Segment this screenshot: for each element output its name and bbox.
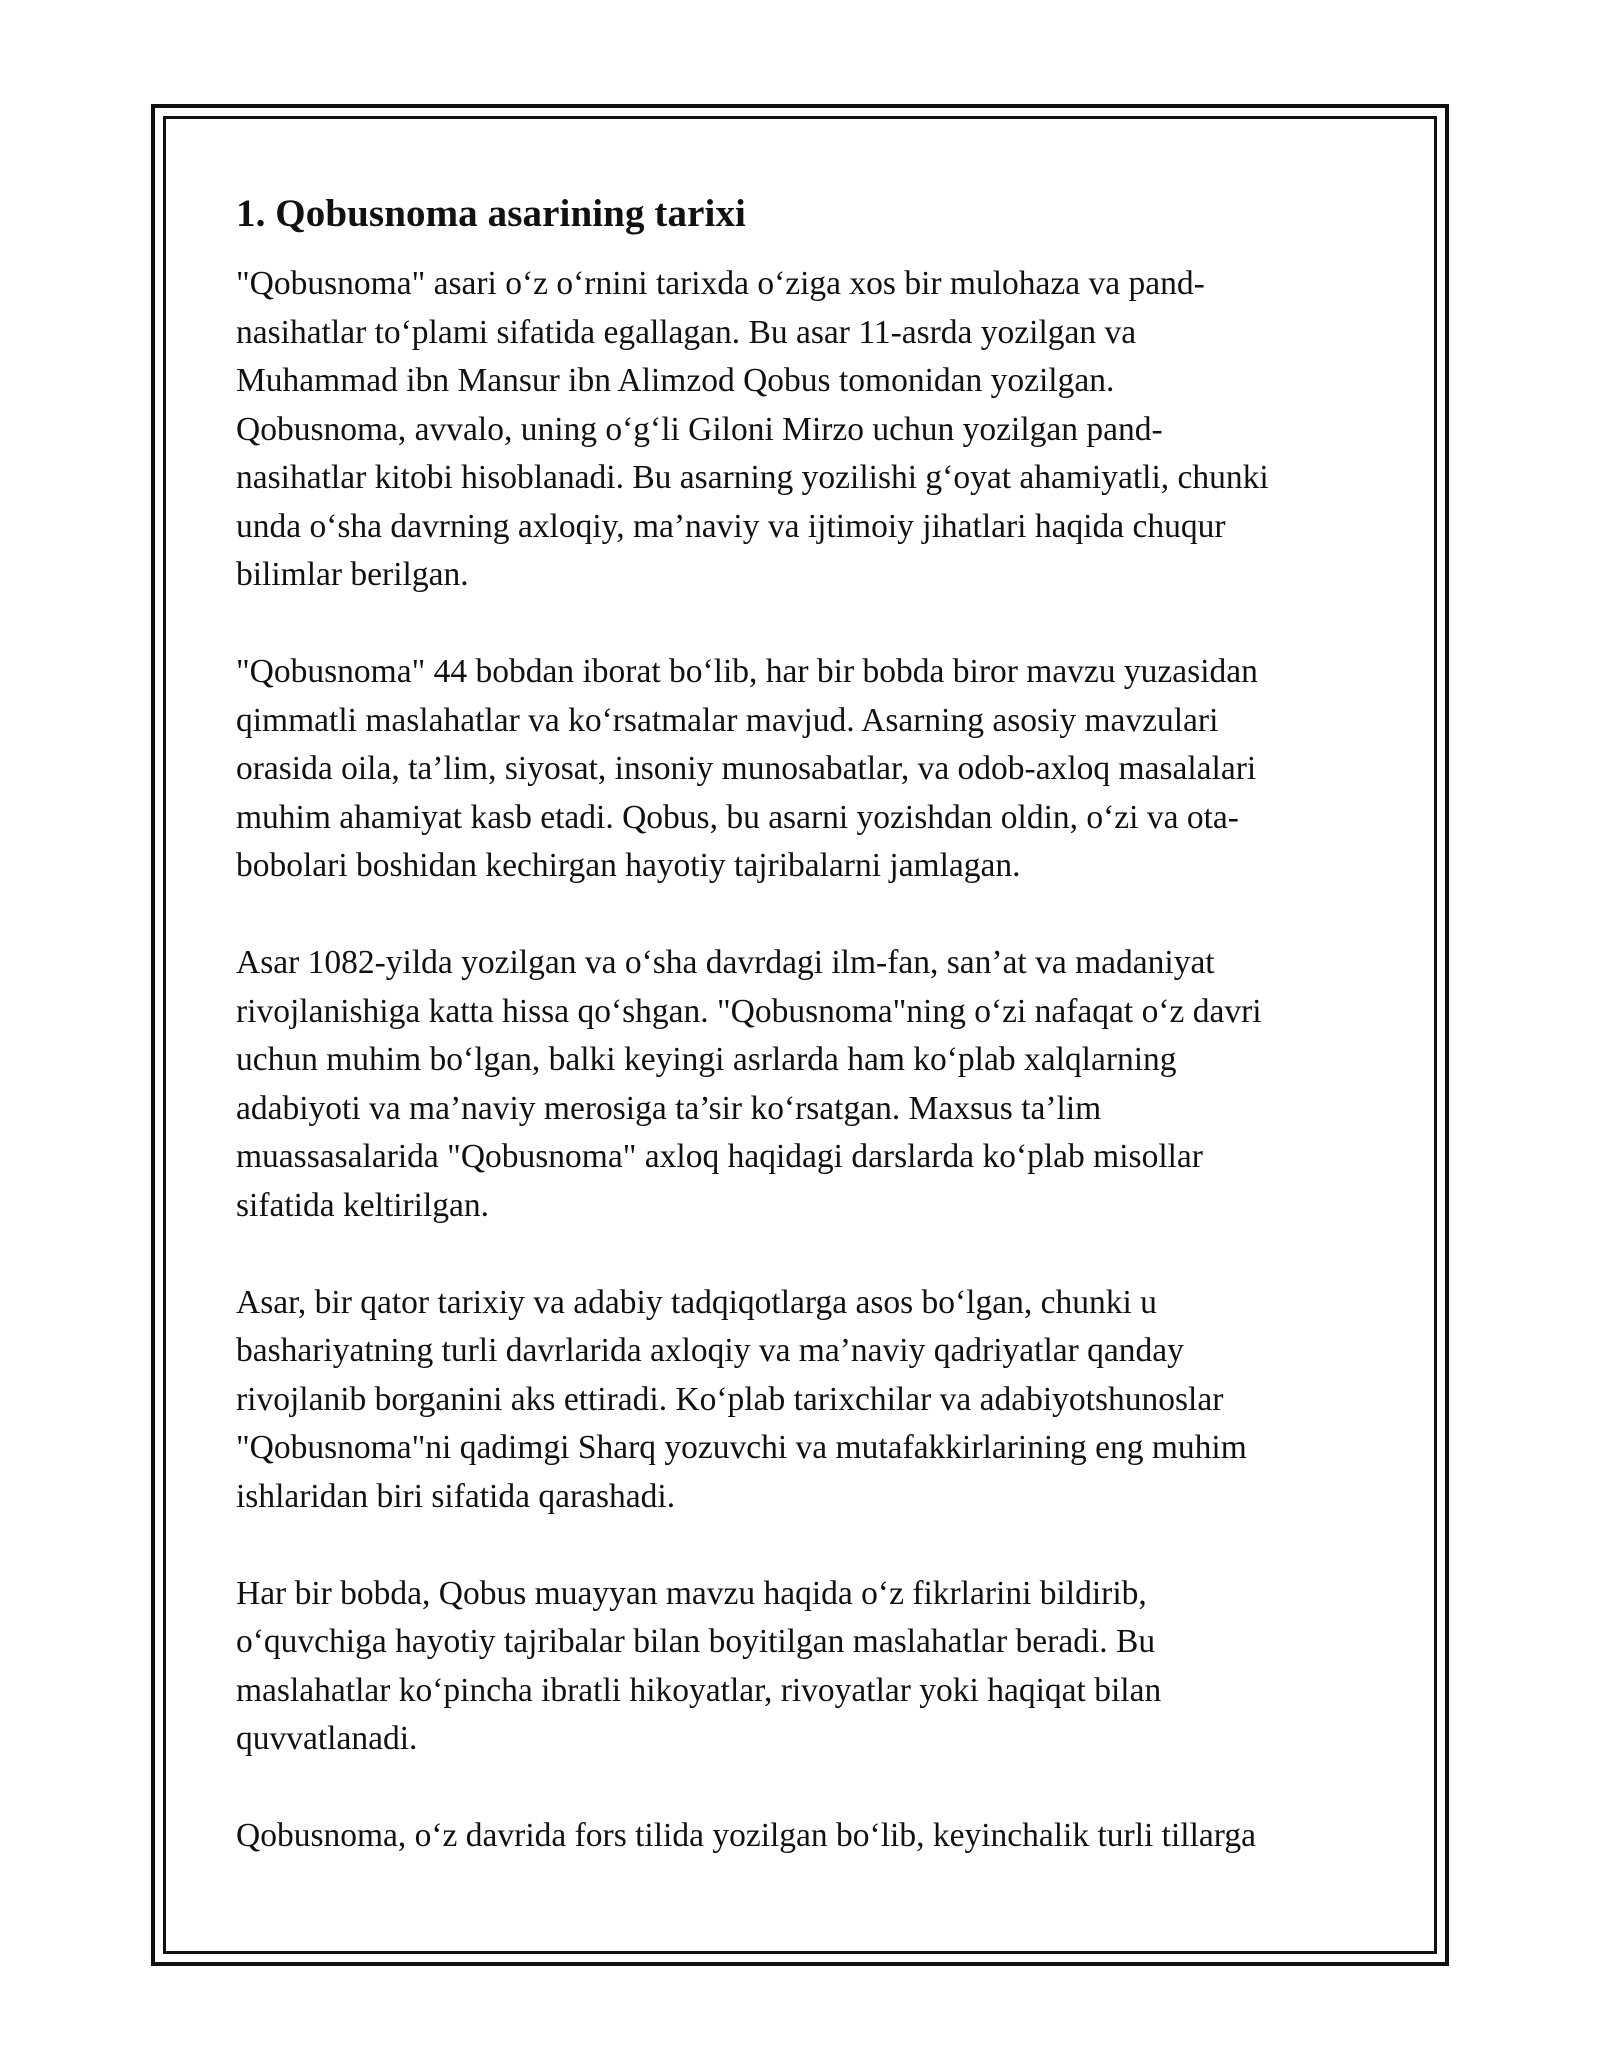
paragraph-1 — [236, 260, 1376, 600]
paragraph-line: nasihatlar to‘plami sifatida egallagan. Bu asar 11-asrda yozilgan va — [236, 313, 1137, 351]
paragraph-line: adabiyoti va ma’naviy merosiga ta’sir ko‘rsatgan. Maxsus ta’lim — [236, 1089, 1102, 1127]
paragraph-line: bilimlar berilgan. — [236, 556, 469, 593]
paragraph-line: Muhammad ibn Mansur ibn Alimzod Qobus tomonidan yozilgan. — [236, 362, 1115, 399]
paragraph-line: o‘quvchiga hayotiy tajribalar bilan boyitilgan maslahatlar beradi. Bu — [236, 1623, 1156, 1660]
paragraph-line: Asar 1082-yilda yozilgan va o‘sha davrdagi ilm-fan, san’at va madaniyat — [236, 944, 1215, 981]
paragraph-line: maslahatlar ko‘pincha ibratli hikoyatlar, rivoyatlar yoki haqiqat bilan — [236, 1671, 1162, 1709]
paragraph-line: bashariyatning turli davrlarida axloqiy va ma’naviy qadriyatlar qanday — [236, 1332, 1184, 1369]
paragraph-line: ishlaridan biri sifatida qarashadi. — [236, 1477, 676, 1515]
paragraph-line: muhim ahamiyat kasb etadi. Qobus, bu asarni yozishdan oldin, o‘zi va ota- — [236, 798, 1239, 836]
paragraph-line: orasida oila, ta’lim, siyosat, insoniy munosabatlar, va odob-axloq masalalari — [236, 750, 1257, 787]
paragraph-2 — [236, 648, 1376, 891]
paragraph-line: qimmatli maslahatlar va ko‘rsatmalar mavjud. Asarning asosiy mavzulari — [236, 701, 1219, 739]
paragraph-line: unda o‘sha davrning axloqiy, ma’naviy va ijtimoiy jihatlari haqida chuqur — [236, 507, 1226, 545]
paragraph-line: quvvatlanadi. — [236, 1720, 418, 1757]
paragraph-line: "Qobusnoma"ni qadimgi Sharq yozuvchi va mutafakkirlarining eng muhim — [236, 1429, 1247, 1466]
paragraph-5 — [236, 1570, 1376, 1764]
paragraph-line: Qobusnoma, o‘z davrida fors tilida yozilgan bo‘lib, keyinchalik turli tillarga — [236, 1817, 1256, 1854]
paragraph-line: Qobusnoma, avvalo, uning o‘g‘li Giloni Mirzo uchun yozilgan pand- — [236, 410, 1163, 448]
paragraph-line: "Qobusnoma" asari o‘z o‘rnini tarixda o‘ziga xos bir mulohaza va pand- — [236, 265, 1205, 302]
paragraph-line: Asar, bir qator tarixiy va adabiy tadqiqotlarga asos bo‘lgan, chunki u — [236, 1283, 1157, 1321]
paragraph-line: nasihatlar kitobi hisoblanadi. Bu asarning yozilishi g‘oyat ahamiyatli, chunki — [236, 459, 1269, 496]
paragraph-4 — [236, 1279, 1376, 1522]
section-heading: 1. Qobusnoma asarining tarixi — [236, 192, 746, 235]
paragraph-6 — [236, 1812, 1376, 1861]
paragraph-line: rivojlanishiga katta hissa qo‘shgan. "Qobusnoma"ning o‘zi nafaqat o‘z davri — [236, 992, 1262, 1030]
paragraph-line: uchun muhim bo‘lgan, balki keyingi asrlarda ham ko‘plab xalqlarning — [236, 1041, 1177, 1078]
paragraph-line: bobolari boshidan kechirgan hayotiy tajribalarni jamlagan. — [236, 847, 1021, 884]
document-body — [236, 190, 1376, 1909]
paragraph-line: Har bir bobda, Qobus muayyan mavzu haqida o‘z fikrlarini bildirib, — [236, 1574, 1147, 1612]
paragraph-3 — [236, 939, 1376, 1230]
paragraph-line: muassasalarida "Qobusnoma" axloq haqidagi darslarda ko‘plab misollar — [236, 1138, 1203, 1175]
paragraph-line: rivojlanib borganini aks ettiradi. Ko‘plab tarixchilar va adabiyotshunoslar — [236, 1380, 1224, 1418]
paragraph-line: sifatida keltirilgan. — [236, 1186, 490, 1224]
paragraph-line: "Qobusnoma" 44 bobdan iborat bo‘lib, har bir bobda biror mavzu yuzasidan — [236, 653, 1258, 690]
